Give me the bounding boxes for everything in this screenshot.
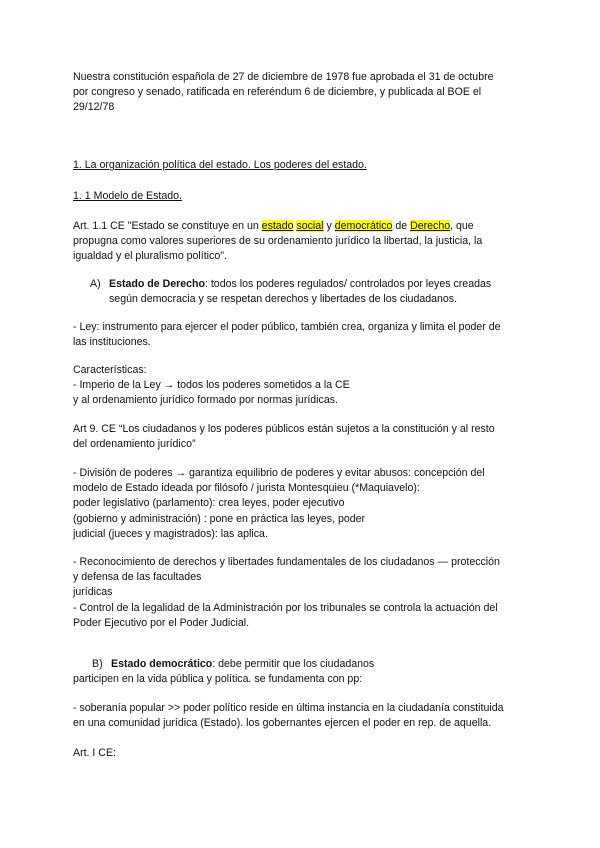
soberania-line: en una comunidad jurídica (Estado). los gobernantes ejercen el poder en rep. de aquella. — [73, 717, 492, 730]
section-a — [90, 277, 550, 307]
caracteristicas-line: y al ordenamiento jurídico formado por normas jurídicas. — [73, 394, 338, 407]
section-a-line — [90, 277, 550, 292]
highlight-social: social — [296, 220, 324, 232]
division-line: poder legislativo (parlamento): crea leyes, poder ejecutivo — [73, 497, 345, 510]
highlight-derecho: Derecho — [410, 220, 451, 232]
section-a-rest: : todos los poderes regulados/ controlados por leyes creadas — [204, 278, 492, 290]
heading-2: 1. 1 Modelo de Estado. — [73, 190, 182, 202]
art-1-1-post: , que — [450, 220, 474, 232]
reconocimiento-line: - Control de la legalidad de la Administración por los tribunales se controla la actuación del — [73, 601, 498, 614]
intro-line: por congreso y senado, ratificada en referéndum 6 de diciembre, y publicada al BOE el — [73, 86, 482, 99]
text-y: y — [323, 220, 335, 232]
heading-organizacion — [73, 158, 533, 173]
division-line: judicial (jueces y magistrados): las aplica. — [73, 527, 268, 540]
art-1-1-paragraph — [73, 219, 533, 265]
highlight-democratico: democrático — [334, 220, 393, 232]
art-1-1-line — [73, 219, 533, 234]
section-a-line-2: según democracia y se respetan derechos y libertades de los ciudadanos. — [109, 293, 458, 306]
division-line: (gobierno y administración) : pone en práctica las leyes, poder — [73, 512, 366, 525]
text-de: de — [392, 220, 411, 232]
section-b-rest: : debe permitir que los ciudadanos — [212, 658, 375, 670]
soberania-paragraph — [73, 701, 533, 731]
art-i-line: Art. I CE: — [73, 747, 116, 759]
section-b-title: Estado democrático — [111, 658, 213, 670]
section-b-line-2: participen en la vida pública y política. se fundamenta con pp: — [73, 673, 363, 686]
reconocimiento-line: Poder Ejecutivo por el Poder Judicial. — [73, 616, 250, 629]
art-9-line: del ordenamiento jurídico” — [73, 438, 196, 451]
caracteristicas-line: - Imperio de la Ley → todos los poderes sometidos a la CE — [73, 379, 350, 392]
section-a-marker: A) — [90, 278, 101, 290]
caracteristicas-paragraph — [73, 363, 533, 409]
division-line: - División de poderes → garantiza equilibrio de poderes y evitar abusos: concepción del — [73, 467, 485, 479]
ley-paragraph — [73, 320, 533, 350]
division-poderes-paragraph — [73, 466, 533, 542]
highlight-estado: estado — [261, 220, 294, 232]
section-b — [73, 657, 533, 687]
reconocimiento-line: jurídicas — [73, 586, 113, 599]
heading-1: 1. La organización política del estado. Los poderes del estado. — [73, 159, 367, 171]
art-1-1-line: propugna como valores superiores de su ordenamiento jurídico la libertad, la justicia, la — [73, 235, 483, 248]
intro-paragraph — [73, 70, 533, 116]
art-1-1-pre: Art. 1.1 CE "Estado se constituye en un — [73, 220, 262, 232]
caracteristicas-title: Características: — [73, 364, 147, 376]
art-9-line: Art 9. CE “Los ciudadanos y los poderes públicos están sujetos a la constitución y al resto — [73, 423, 495, 435]
reconocimiento-line: y defensa de las facultades — [73, 571, 202, 584]
section-b-marker: B) — [92, 658, 103, 670]
section-a-title: Estado de Derecho — [109, 278, 205, 290]
art-1-1-line: igualdad y el pluralismo político". — [73, 250, 227, 263]
reconocimiento-paragraph — [73, 555, 533, 631]
art-i-paragraph — [73, 746, 533, 761]
soberania-line: - soberanía popular >> poder político reside en última instancia en la ciudadanía constituida — [73, 702, 504, 714]
intro-line: Nuestra constitución española de 27 de diciembre de 1978 fue aprobada el 31 de octubre — [73, 71, 494, 83]
ley-line: - Ley: instrumento para ejercer el poder público, también crea, organiza y limita el poder de — [73, 321, 501, 333]
art-9-paragraph — [73, 422, 533, 452]
division-line: modelo de Estado ideada por filósofo / jurista Montesquieu (*Maquiavelo): — [73, 482, 420, 495]
heading-modelo — [73, 189, 533, 204]
section-b-line — [73, 657, 533, 672]
ley-line: las instituciones. — [73, 336, 151, 349]
intro-line: 29/12/78 — [73, 101, 115, 114]
reconocimiento-line: - Reconocimiento de derechos y libertades fundamentales de los ciudadanos — protección — [73, 556, 500, 568]
